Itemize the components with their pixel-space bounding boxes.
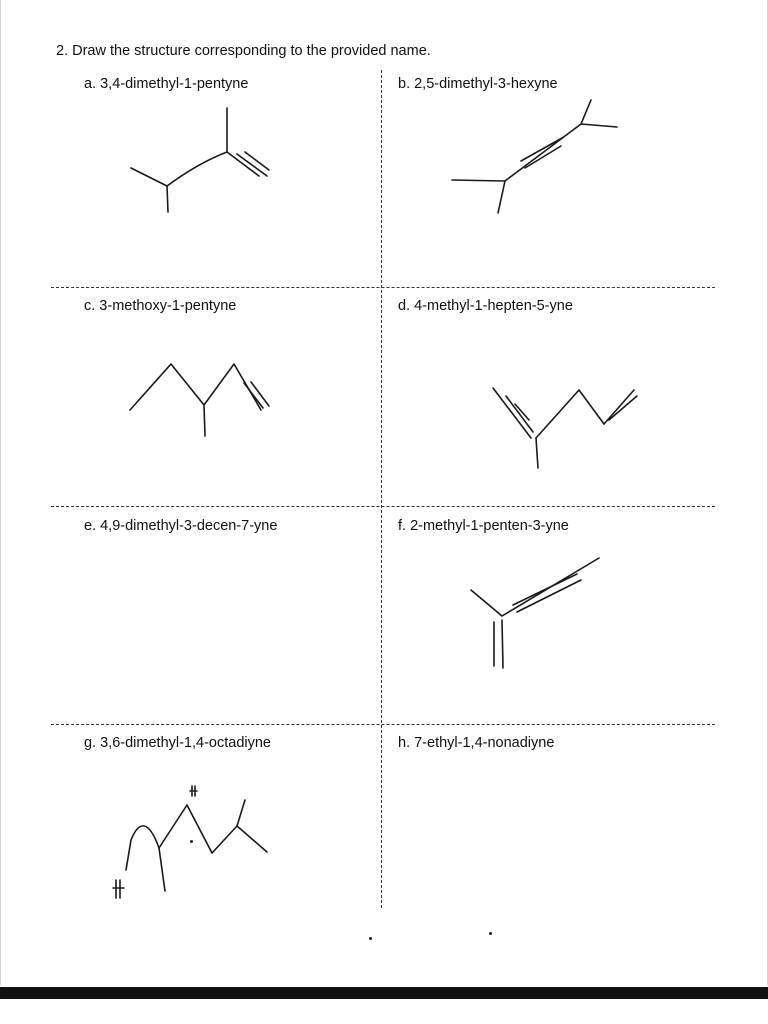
part-b-label: b. 2,5-dimethyl-3-hexyne [398,76,558,92]
part-a-label: a. 3,4-dimethyl-1-pentyne [84,76,249,92]
hand-drawn-structure-g [1,0,768,985]
part-c-label: c. 3-methoxy-1-pentyne [84,298,237,314]
stray-dot [489,932,492,935]
pen-dot [190,840,193,843]
bottom-edge-bar [0,987,768,999]
part-e-label: e. 4,9-dimethyl-3-decen-7-yne [84,518,278,534]
background-strip [0,999,768,1024]
question-title: 2. Draw the structure corresponding to the provided name. [56,43,431,59]
part-f-label: f. 2-methyl-1-penten-3-yne [398,518,569,534]
part-g-label: g. 3,6-dimethyl-1,4-octadiyne [84,735,271,751]
part-h-label: h. 7-ethyl-1,4-nonadiyne [398,735,555,751]
stray-dot [369,937,372,940]
part-d-label: d. 4-methyl-1-hepten-5-yne [398,298,573,314]
